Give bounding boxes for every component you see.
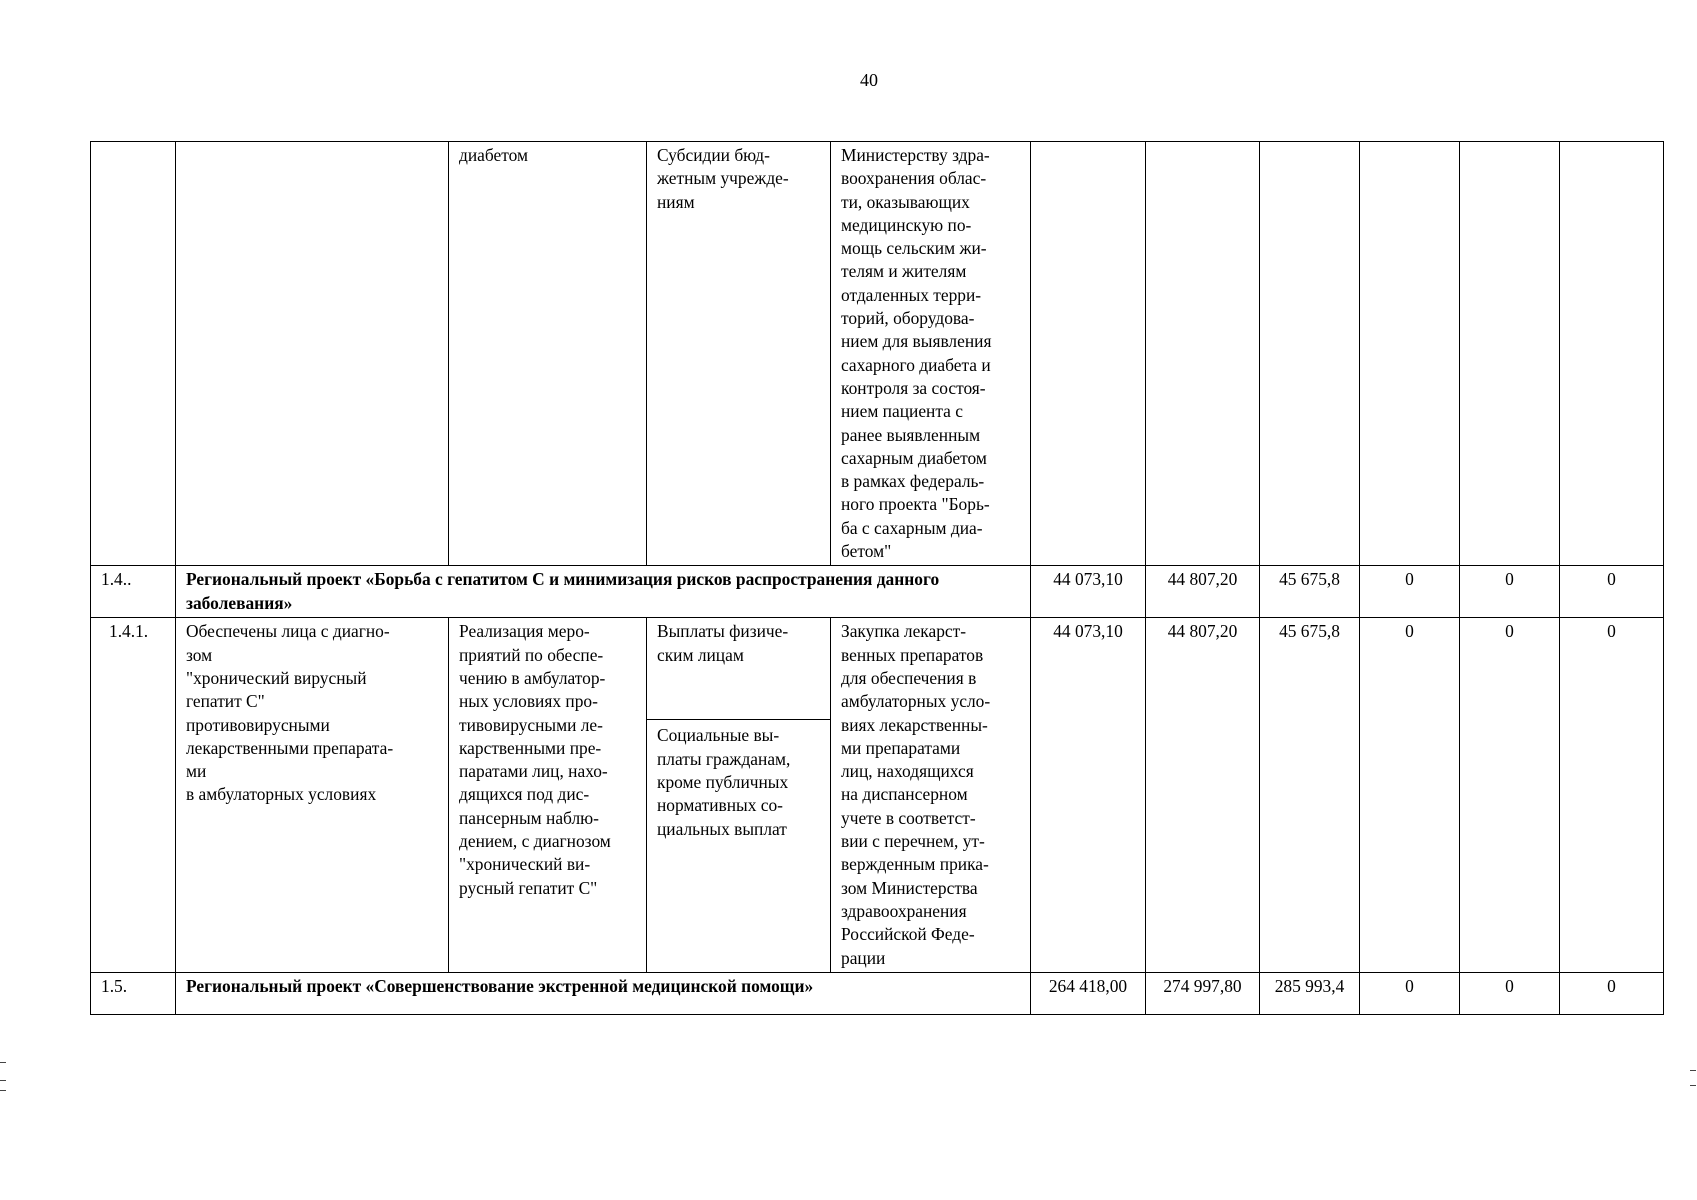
cell-description: Закупка лекарст- венных препаратов для обеспечения в амбулаторных усло- виях лекарственны- ми препаратами лиц, находящихся на диспансерном учете в соответст- вии с перечнем, ут- вержденным прика- зом Министерства здравоохранения Российской Феде- рации — [831, 618, 1031, 972]
scan-mark-right — [1690, 1085, 1696, 1086]
cell-value — [1560, 142, 1664, 566]
value-cell: 0 — [1360, 618, 1460, 972]
cell-measure: Реализация меро- приятий по обеспе- чению в амбулатор- ных условиях про- тивовирусными ле- карственными пре- паратами лиц, нахо- дящихся под дис- пансерным наблю- дением, с диагнозом "хронический ви- русный гепатит С" — [449, 618, 647, 972]
cell-result — [176, 142, 449, 566]
value-cell: 274 997,80 — [1146, 972, 1260, 1014]
value-cell: 285 993,4 — [1260, 972, 1360, 1014]
value-cell: 44 073,10 — [1031, 618, 1146, 972]
cell-measure: диабетом — [449, 142, 647, 566]
cost-type-1: Выплаты физиче- ским лицам — [657, 621, 789, 665]
table-row-project — [91, 972, 1664, 1014]
value-cell: 44 807,20 — [1146, 566, 1260, 618]
value-cell: 0 — [1560, 972, 1664, 1014]
cell-value — [1146, 142, 1260, 566]
scan-mark-left — [0, 1090, 6, 1091]
cell-divider — [647, 719, 830, 720]
row-number: 1.4.. — [91, 566, 176, 618]
program-table — [90, 141, 1664, 1015]
scan-mark-right — [1690, 1070, 1696, 1071]
cell-cost-type — [647, 618, 831, 972]
cell-value — [1460, 142, 1560, 566]
cell-cost-type: Субсидии бюд- жетным учрежде- ниям — [647, 142, 831, 566]
project-title: Региональный проект «Совершенствование экстренной медицинской помощи» — [176, 972, 1031, 1014]
value-cell: 0 — [1460, 566, 1560, 618]
value-cell: 45 675,8 — [1260, 618, 1360, 972]
page-number: 40 — [860, 70, 878, 90]
cell-number — [91, 142, 176, 566]
project-title: Региональный проект «Борьба с гепатитом С и минимизация рисков распространения данного заболевания» — [176, 566, 1031, 618]
value-cell: 0 — [1360, 566, 1460, 618]
cost-type-2: Социальные вы- платы гражданам, кроме публичных нормативных со- циальных выплат — [657, 725, 791, 839]
cell-result: Обеспечены лица с диагно- зом "хронический вирусный гепатит С" противовирусными лекарственными препарата- ми в амбулаторных условиях — [176, 618, 449, 972]
table-row-continuation — [91, 142, 1664, 566]
scan-mark-left — [0, 1062, 6, 1063]
cell-value — [1031, 142, 1146, 566]
value-cell: 44 073,10 — [1031, 566, 1146, 618]
value-cell: 0 — [1460, 618, 1560, 972]
table-row-measure — [91, 618, 1664, 972]
value-cell: 45 675,8 — [1260, 566, 1360, 618]
value-cell: 0 — [1560, 566, 1664, 618]
cell-value — [1260, 142, 1360, 566]
cell-description: Министерству здра- воохранения облас- ти, оказывающих медицинскую по- мощь сельским жи- телям и жителям отдаленных терри- торий, оборудова- нием для выявления сахарного диабета и контроля за состоя- нием пациента с ранее выявленным сахарным диабетом в рамках федераль- ного проекта "Борь- ба с сахарным диа- бетом" — [831, 142, 1031, 566]
row-number: 1.4.1. — [91, 618, 176, 972]
cell-value — [1360, 142, 1460, 566]
scan-mark-left — [0, 1080, 6, 1081]
value-cell: 0 — [1560, 618, 1664, 972]
value-cell: 0 — [1460, 972, 1560, 1014]
table-row-project — [91, 566, 1664, 618]
value-cell: 44 807,20 — [1146, 618, 1260, 972]
value-cell: 0 — [1360, 972, 1460, 1014]
row-number: 1.5. — [91, 972, 176, 1014]
value-cell: 264 418,00 — [1031, 972, 1146, 1014]
